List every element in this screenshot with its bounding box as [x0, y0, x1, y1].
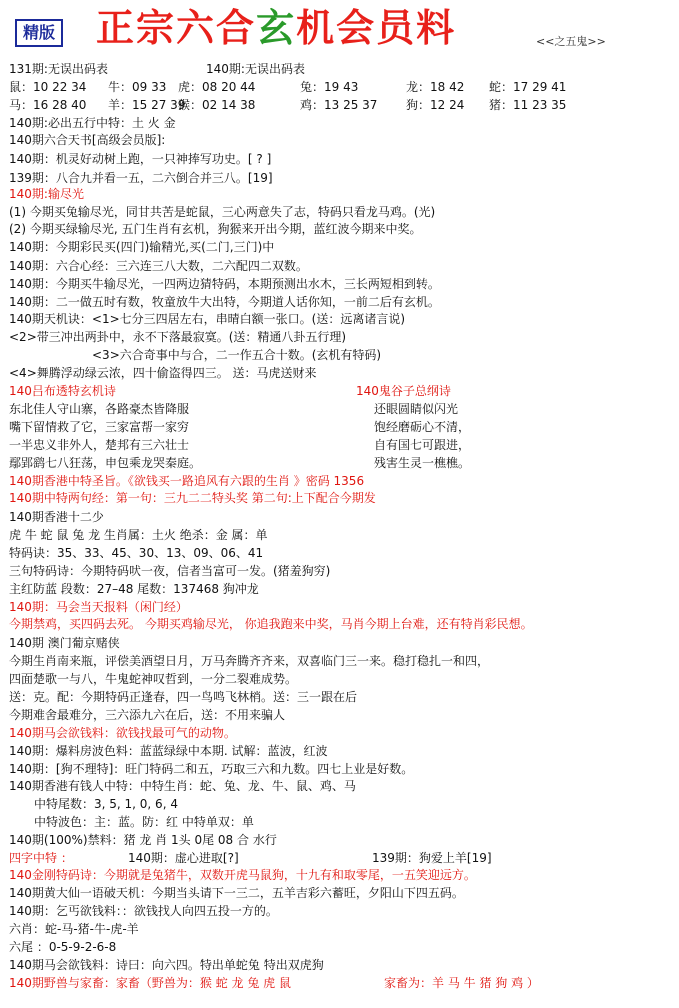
beasts-livestock-line: 140期野兽与家畜：家畜（野兽为：猴 蛇 龙 兔 虎 鼠	[9, 976, 291, 990]
poem-left-line: 鄢郢鹞七八狂荡，申包乘龙哭秦庭。	[9, 456, 202, 470]
dog-special-line: 140期：[狗不理特]：旺门特码二和五，巧取三六和九数。四七上业是好数。	[9, 762, 414, 776]
horse-club-report-body: 今期禁鸡，买四码去死。 今期买鸡输尽光， 你追我跑来中奖，马肖今期上台难，还有特肖彩民想。	[9, 617, 533, 631]
poem-left-line: 东北佳人守山寨，各路豪杰皆降服	[9, 402, 190, 416]
poem-right-line: 自有国七可跟进，	[374, 438, 471, 452]
five-elements-line: 140期:必出五行中特：土 火 金	[9, 116, 176, 130]
zodiac-cell: 牛：09 33	[108, 80, 167, 94]
six-zodiac-line: 六肖：蛇-马-猪-牛-虎-羊	[9, 922, 139, 936]
heaven-secret-4: <4>舞腾浮动绿云浓，四十偷盗得四三。 送：马虎送财来	[9, 366, 317, 380]
wong-tai-sin-line: 140期黄大仙一语破天机：今期当头请下一三二，五羊吉彩六蓄旺，夕阳山下四五码。	[9, 886, 464, 900]
zodiac-cell: 鸡：13 25 37	[300, 98, 378, 112]
period-label-131: 131期:无误出码表	[9, 62, 108, 76]
poem-right-line: 还眼圆睛似闪光	[374, 402, 459, 416]
four-char-139: 139期：狗爱上羊[19]	[372, 851, 492, 865]
wave-color-line: 140期：爆料房波色料：蓝蓝绿绿中本期. 试解：蓝波，红波	[9, 744, 328, 758]
title-char: 玄	[256, 5, 297, 50]
macau-gambler-line-4: 今期难舍最难分，三六添九六在后，送：不用来骗人	[9, 708, 286, 722]
zodiac-cell: 鼠：10 22 34	[9, 80, 87, 94]
heaven-book-139: 139期：八合九并看一五，二六倒合并三八。[19]	[9, 171, 273, 185]
lose-all-line-5: 140期：二一做五时有数，牧童放牛大出特，今期道人话你知，一前二后有玄机。	[9, 295, 440, 309]
twelve-young-title: 140期香港十二少	[9, 510, 104, 524]
special-code-line: 特码诀：35、33、45、30、13、09、06、41	[9, 546, 264, 560]
color-range-line: 主红防蓝 段数：27–48 尾数：137468 狗冲龙	[9, 582, 259, 596]
zodiac-cell: 虎：08 20 44	[178, 80, 256, 94]
macau-gambler-line-3: 送：克。配：今期特码正逢春，四一鸟鸣飞林梢。送：三一跟在后	[9, 690, 358, 704]
zodiac-cell: 狗：12 24	[406, 98, 465, 112]
livestock-list: 家畜为：羊 马 牛 猪 狗 鸡 ）	[384, 976, 539, 990]
zodiac-cell: 蛇：17 29 41	[489, 80, 567, 94]
zodiac-cell: 龙：18 42	[406, 80, 465, 94]
horse-club-poem-line: 140期马会欲钱料：诗曰：向六四。特出单蛇兔 特出双虎狗	[9, 958, 324, 972]
two-sentences-line: 140期中特两句经：第一句：三九二二特头奖 第二句:上下配合今期发	[9, 491, 376, 505]
heaven-book-140: 140期：机灵好动树上跑，一只神捧写功史。[ ? ]	[9, 152, 272, 166]
banned-line: 140期(100%)禁料：猪 龙 肖 1头 0尾 08 合 水行	[9, 833, 277, 847]
six-tail-line: 六尾 ：0-5-9-2-6-8	[9, 940, 117, 954]
four-char-label: 四字中特 ：	[9, 851, 73, 865]
zodiac-cell: 猪：11 23 35	[489, 98, 567, 112]
lose-all-line-4: 140期：今期买牛输尽光，一四两边猜特码，本期预测出水木，三长两短相到转。	[9, 277, 440, 291]
money-riddle-line: 140期马会欲钱料：欲钱找最可气的动物。	[9, 726, 236, 740]
lose-all-title: 140期:输尽光	[9, 187, 84, 201]
decree-line: 140期香港中特圣旨。《欲钱买一路追风有六跟的生肖 》密码 1356	[9, 474, 365, 488]
vajra-poem-line: 140金刚特码诗：今期就是兔猪牛，双数开虎马鼠狗，十九有和取零尾，一五笑迎远方。	[9, 868, 476, 882]
four-char-140: 140期：虚心进取[?]	[128, 851, 239, 865]
poem-left-line: 一半忠义非外人，楚邦有三六壮士	[9, 438, 190, 452]
period-label-140: 140期:无误出码表	[206, 62, 305, 76]
title-char: 正	[96, 5, 137, 50]
heaven-secret-2: <2>带三冲出两卦中，永不下落最寂寞。(送：精通八卦五行理)	[9, 330, 347, 344]
tail-number-line: 中特尾数：3, 5, 1, 0, 6, 4	[34, 797, 178, 811]
title-char: 机	[296, 5, 337, 50]
version-badge: 精版	[15, 19, 63, 47]
title-char: 六	[176, 5, 217, 50]
zodiac-attributes-line: 虎 牛 蛇 鼠 兔 龙 生肖属：土火 绝杀：金 属：单	[9, 528, 268, 542]
heart-sutra-line: 140期：六合心经：三六连三八大数，二六配四二双数。	[9, 259, 308, 273]
author-tag: <<之五鬼>>	[536, 35, 606, 48]
title-char: 会	[336, 5, 377, 50]
lose-all-line-1: (1) 今期买兔输尽光，同甘共苦是蛇鼠，三心两意失了志，特码只看龙马鸡。(光)	[9, 205, 436, 219]
lose-all-line-2: (2) 今期买绿输尽光, 五门生肖有玄机，狗猴来开出今期，蓝红波今期来中奖。	[9, 222, 422, 236]
zodiac-cell: 羊：15 27 39	[108, 98, 186, 112]
poem-left-title: 140吕布透特玄机诗	[9, 384, 116, 398]
beggar-riddle-line: 140期：乞丐欲钱料：：欲钱找人向四五投一方的。	[9, 904, 278, 918]
macau-gambler-line-1: 今期生肖南来瓶，评偿美酒望日月，万马奔腾齐齐来，双喜临门三一来。稳打稳扎一和四，	[9, 654, 490, 668]
title-char: 料	[416, 5, 457, 50]
wave-color-odd-line: 中特波色：主：蓝。防：红 中特单双：单	[34, 815, 254, 829]
poem-right-line: 饱经磨砺心不清，	[374, 420, 471, 434]
title-char: 宗	[136, 5, 177, 50]
lose-all-line-3: 140期：今期彩民买(四门)输精光,买(二门,三门)中	[9, 240, 275, 254]
page-title	[96, 5, 456, 51]
heaven-book-title: 140期六合天书[高级会员版]:	[9, 133, 166, 147]
poem-right-line: 残害生灵一樵樵。	[374, 456, 471, 470]
horse-club-report-title: 140期：马会当天报料（闲门经）	[9, 600, 188, 614]
poem-left-line: 嘴下留情救了它，三家富帮一家穷	[9, 420, 190, 434]
title-char: 合	[216, 5, 257, 50]
macau-gambler-title: 140期 澳门葡京赌侠	[9, 636, 120, 650]
poem-right-title: 140鬼谷子总纲诗	[356, 384, 451, 398]
title-char: 员	[376, 5, 417, 50]
heaven-secret-1: 140期天机诀：<1>七分三四居左右，串晴白额一张口。(送：远离诸言说)	[9, 312, 406, 326]
macau-gambler-line-2: 四面楚歌一与八，牛鬼蛇神叹哲到，一分二裂难成势。	[9, 672, 298, 686]
heaven-secret-3: <3>六合奇事中与合，二一作五合十数。(玄机有特码)	[92, 348, 382, 362]
zodiac-cell: 兔：19 43	[300, 80, 359, 94]
three-line-poem: 三句特码诗：今期特码吠一夜，信者当富可一发。(猪羞狗穷)	[9, 564, 331, 578]
rich-man-line: 140期香港有钱人中特：中特生肖：蛇、兔、龙、牛、鼠、鸡、马	[9, 779, 356, 793]
zodiac-cell: 马：16 28 40	[9, 98, 87, 112]
zodiac-cell: 猴：02 14 38	[178, 98, 256, 112]
